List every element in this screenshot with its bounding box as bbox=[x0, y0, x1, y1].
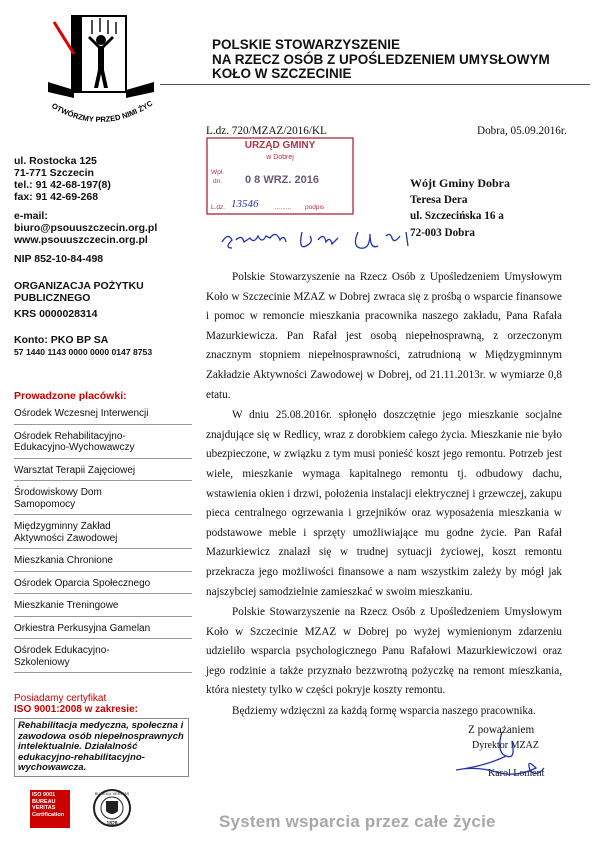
recipient-line-1: Wójt Gminy Dobra bbox=[410, 176, 510, 190]
iso-badge-icon: ISO 9001 BUREAU VERITAS Certification bbox=[30, 790, 70, 828]
opp-line-2: PUBLICZNEGO bbox=[14, 292, 91, 304]
facility-item: Międzygminny Zakład Aktywności Zawodowej bbox=[14, 515, 192, 549]
stamp-received-date: 0 8 WRZ. 2016 bbox=[245, 174, 319, 186]
facility-item: Ośrodek Oparcia Społecznego bbox=[14, 572, 192, 595]
letter-body bbox=[206, 268, 562, 722]
cert-line-1: Posiadamy certyfikat bbox=[14, 693, 107, 704]
bank-account-block bbox=[14, 334, 189, 358]
stamp-sign-label: podpis bbox=[305, 204, 325, 211]
svg-text:.........: ......... bbox=[275, 204, 292, 211]
facilities-list bbox=[14, 402, 192, 673]
krs-number: KRS 0000028314 bbox=[14, 308, 98, 320]
facility-item: Ośrodek Rehabilitacyjno- Edukacyjno-Wychowawczy bbox=[14, 425, 192, 459]
opp-block bbox=[14, 280, 189, 320]
bank-account-label: Konto: PKO BP SA bbox=[14, 334, 109, 346]
facility-item: Mieszkanie Treningowe bbox=[14, 594, 192, 617]
signer-title: Dyrektor MZAZ bbox=[472, 740, 539, 751]
footer-slogan: System wsparcia przez całe życie bbox=[219, 812, 496, 831]
website-link[interactable]: www.psouuszczecin.org.pl bbox=[14, 234, 148, 246]
fax-line: fax: 91 42-69-268 bbox=[14, 191, 99, 203]
svg-text:BUREAU VERITAS: BUREAU VERITAS bbox=[94, 791, 130, 796]
certificate-block bbox=[14, 693, 189, 777]
body-paragraph: Będziemy wdzięczni za każdą formę wsparcia naszego pracownika. bbox=[232, 705, 536, 718]
facility-item: Ośrodek Edukacyjno- Szkoleniowy bbox=[14, 639, 192, 673]
bureau-veritas-seal-icon bbox=[92, 787, 132, 829]
stamp-ldz-number: 13546 bbox=[231, 198, 259, 210]
handwritten-salutation bbox=[218, 226, 418, 254]
recipient-line-4: 72-003 Dobra bbox=[410, 226, 475, 239]
recipient-line-2: Teresa Dera bbox=[410, 193, 468, 206]
org-title-line-1: POLSKIE STOWARZYSZENIE bbox=[212, 37, 401, 52]
handwritten-signature bbox=[440, 730, 560, 785]
organization-logo bbox=[40, 12, 160, 140]
cert-scope: Rehabilitacja medyczna, społeczna i zawodowa osób niepełnosprawnych intelektualnie. Działalność edukacyjno-rehabilitacyjno-wychowawcza. bbox=[14, 718, 189, 777]
receipt-stamp bbox=[205, 136, 355, 216]
email-label: e-mail: bbox=[14, 210, 48, 222]
facility-item: Środowiskowy Dom Samopomocy bbox=[14, 481, 192, 515]
signer-name: Karol Loment bbox=[488, 768, 545, 779]
org-title-line-3: KOŁO W SZCZECINIE bbox=[212, 66, 352, 81]
stamp-title: URZĄD GMINY bbox=[244, 140, 316, 151]
reference-number: L.dz. 720/MZAZ/2016/KL bbox=[206, 125, 327, 137]
svg-text:1828: 1828 bbox=[106, 821, 118, 827]
facility-item: Ośrodek Wczesnej Interwencji bbox=[14, 402, 192, 425]
address-line-1: ul. Rostocka 125 bbox=[14, 155, 97, 167]
opp-line-1: ORGANIZACJA POŻYTKU bbox=[14, 280, 144, 292]
body-paragraph: Polskie Stowarzyszenie na Rzecz Osób z Upośledzeniem Umysłowym Koło w Szczecinie MZAZ w Dobrej zwraca się z prośbą o wsparcie finansowe i pomoc w remoncie mieszkania pracownika naszego zakładu, Pana Rafała Mazurkiewicza. Pan Rafał jest osobą niepełnosprawną, z orzeczonym znacznym stopniem niepełnosprawności, zatrudnioną w Międzygminnym Zakładzie Aktywności Zawodowej w Dobrej, od 21.11.2013r. w wymiarze 0,8 etatu. bbox=[206, 271, 562, 401]
facility-item: Mieszkania Chronione bbox=[14, 549, 192, 572]
logo-graphic bbox=[40, 12, 160, 140]
recipient-address bbox=[410, 175, 510, 241]
facility-item: Orkiestra Perkusyjna Gamelan bbox=[14, 617, 192, 640]
organization-title bbox=[212, 38, 592, 82]
body-paragraph: W dniu 25.08.2016r. spłonęło doszczętnie jego mieszkanie socjalne znajdujące się w Redlicy, wraz z dorobkiem całego życia. Mieszkanie nie było ubezpieczone, w związku z tym musi ponieść koszt jego remontu. Potrzeb jest wiele, mieszkanie wymaga kapitalnego remontu tj. odbudowy dachu, wstawienia okien i drzwi, położenia instalacji elektrycznej i grzewczej, zakupu pieca centralnego ogrzewania i grzejników oraz wyposażenia mieszkania w podstawowe meble i sprzęty umożliwiające mu godne życie. Pan Rafał Mazurkiewicz znalazł się w trudnej sytuacji życiowej, koszt remontu przekracza jego możliwości finansowe a nam wszystkim zależy by mógł jak najszybciej samodzielnie zamieszkać w swoim mieszkaniu. bbox=[206, 409, 562, 598]
stamp-ldz-label: L.dz. bbox=[211, 204, 226, 211]
phone-line: tel.: 91 42-68-197(8) bbox=[14, 179, 111, 191]
cert-line-2: ISO 9001:2008 w zakresie: bbox=[14, 704, 138, 715]
logo-motto: OTWÓRZMY PRZED NIMI ŻYC bbox=[50, 98, 155, 125]
facilities-heading: Prowadzone placówki: bbox=[14, 390, 127, 402]
org-title-line-2: NA RZECZ OSÓB Z UPOŚLEDZENIEM UMYSŁOWYM bbox=[212, 51, 550, 67]
closing-greeting: Z poważaniem bbox=[468, 724, 535, 736]
header-divider bbox=[160, 84, 590, 85]
svg-text:Wpł.: Wpł. bbox=[211, 169, 224, 176]
email-link[interactable]: biuro@psouuszczecin.org.pl bbox=[14, 222, 158, 234]
bank-account-number: 57 1440 1143 0000 0000 0147 8753 bbox=[14, 347, 153, 357]
address-line-2: 71-771 Szczecin bbox=[14, 167, 94, 179]
body-paragraph: Polskie Stowarzyszenie na Rzecz Osób z Upośledzeniem Umysłowym Koło w Szczecinie MZAZ w Dobrej po wyżej wymienionym zdarzeniu udzieliło wsparcia psychologicznego Panu Rafałowi Mazurkiewiczowi oraz jego rodzinie a także przyznało bezzwrotną pożyczkę na remont mieszkania, która niestety tylko w części pokryje koszty remontu. bbox=[206, 606, 562, 697]
nip-number: NIP 852-10-84-498 bbox=[14, 253, 104, 265]
svg-text:dn.: dn. bbox=[213, 178, 223, 185]
stamp-place: w Dobrej bbox=[266, 154, 294, 161]
facility-item: Warsztat Terapii Zajęciowej bbox=[14, 459, 192, 482]
contact-block bbox=[14, 155, 189, 246]
letter-date: Dobra, 05.09.2016r. bbox=[477, 125, 567, 137]
recipient-line-3: ul. Szczecińska 16 a bbox=[410, 210, 504, 222]
